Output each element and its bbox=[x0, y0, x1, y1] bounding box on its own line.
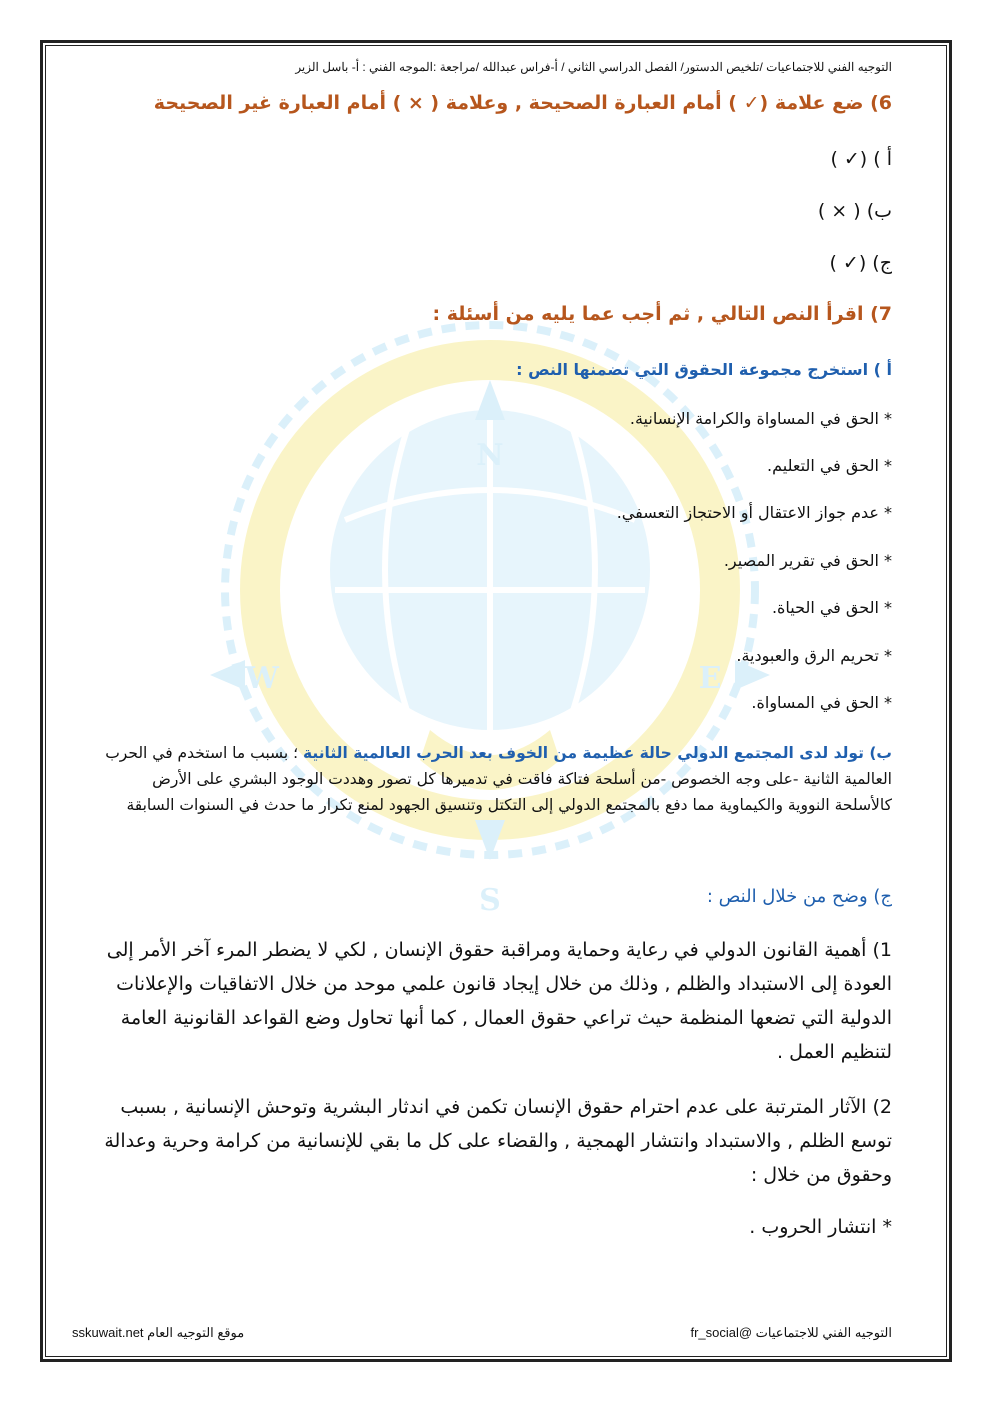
part-b-lead: ب) تولد لدى المجتمع الدولي حالة عظيمة من الخوف بعد الحرب العالمية الثانية bbox=[302, 744, 892, 762]
page-header: التوجيه الفني للاجتماعيات /تلخيص الدستور/ الفصل الدراسي الثاني / أ-فراس عبدالله /مراجعة :الموجه الفني : أ- باسل الزير bbox=[295, 60, 892, 74]
question-7-title: 7) اقرأ النص التالي , ثم أجب عما يليه من أسئلة : bbox=[432, 303, 892, 325]
question-6-title: 6) ضع علامة (✓ ) أمام العبارة الصحيحة , وعلامة ( × ) أمام العبارة غير الصحيحة bbox=[153, 92, 892, 114]
footer-left: موقع التوجيه العام sskuwait.net bbox=[72, 1325, 245, 1340]
compass-s: S bbox=[479, 883, 501, 918]
rights-item: * الحق في الحياة. bbox=[771, 598, 892, 617]
compass-e: E bbox=[698, 661, 722, 696]
part-c-point-2: 2) الآثار المترتبة على عدم احترام حقوق الإنسان تكمن في اندثار البشرية وتوحش الإنسانية , بسبب توسع الظلم , والاستبداد وانتشار الهمجية , والقضاء على كل ما بقي للإنسانية من كرامة وحرية وعدالة وحقوق من خلال : bbox=[104, 1096, 892, 1186]
rights-item: * الحق في التعليم. bbox=[767, 456, 892, 475]
rights-item: * الحق في المساواة. bbox=[751, 693, 892, 712]
rights-item: * عدم جواز الاعتقال أو الاحتجاز التعسفي. bbox=[616, 503, 892, 522]
part-c-point-1: 1) أهمية القانون الدولي في رعاية وحماية ومراقبة حقوق الإنسان , لكي لا يضطر المرء آخر الأمر إلى العودة إلى الاستبداد والظلم , وذلك من خلال إيجاد قانون علمي موحد من خلال الاتفاقيات والإعلانات الدولية التي تضعها المنظمة حيث تراعي حقوق العمال , كما أنها تحاول وضع القواعد القانونية العامة لتنظيم العمل . bbox=[106, 939, 892, 1063]
part-c-bullet: * انتشار الحروب . bbox=[749, 1216, 892, 1238]
answer-c: ج) (✓ ) bbox=[829, 252, 892, 274]
answer-a: أ ) (✓ ) bbox=[830, 148, 892, 170]
rights-item: * الحق في المساواة والكرامة الإنسانية. bbox=[629, 409, 892, 428]
compass-w: W bbox=[245, 661, 279, 696]
part-b-paragraph bbox=[100, 740, 892, 818]
part-c-title: ج) وضح من خلال النص : bbox=[706, 886, 892, 907]
watermark-logo bbox=[170, 260, 810, 920]
compass-n: N bbox=[476, 438, 504, 473]
part-b-body: ؛ بسبب ما استخدم في الحرب العالمية الثانية -على وجه الخصوص -من أسلحة فتاكة فاقت في تدميرها كل تصور وهددت الوجود البشري على الأرض كالأسلحة النووية والكيماوية مما دفع بالمجتمع الدولي إلى التكتل وتنسيق الجهود لمنع تكرار ما حدث في السنوات السابقة bbox=[105, 744, 892, 814]
answer-b: ب) ( × ) bbox=[817, 200, 892, 222]
footer-right: التوجيه الفني للاجتماعيات @fr_social bbox=[690, 1325, 892, 1340]
part-a-title: أ ) استخرج مجموعة الحقوق التي تضمنها النص : bbox=[516, 360, 892, 379]
rights-item: * الحق في تقرير المصير. bbox=[723, 551, 892, 570]
rights-item: * تحريم الرق والعبودية. bbox=[736, 646, 892, 665]
